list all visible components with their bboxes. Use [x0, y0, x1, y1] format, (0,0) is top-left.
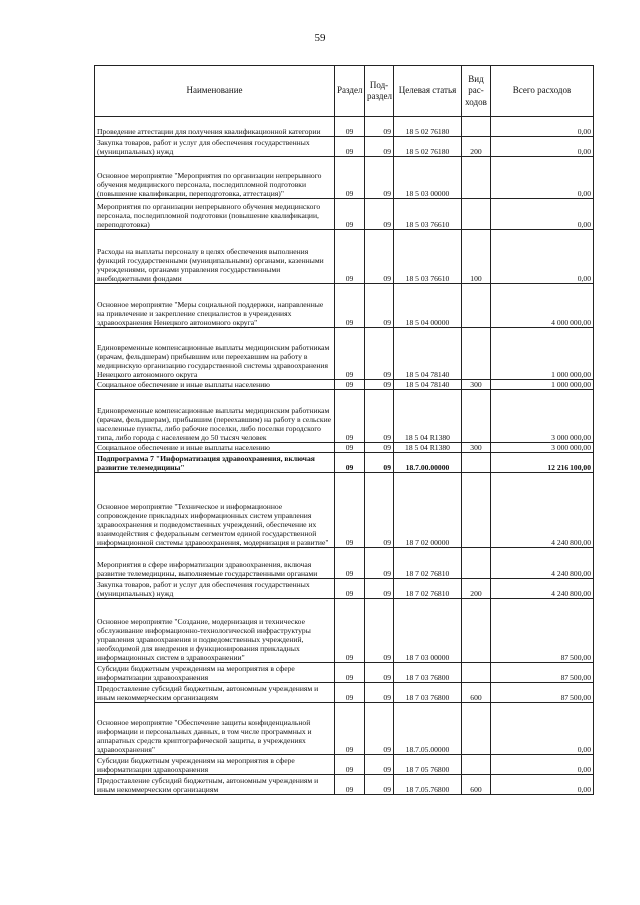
cell-target: 18 5 03 76610 — [394, 230, 462, 284]
cell-expense-type — [462, 548, 491, 579]
cell-total: 0,00 — [491, 775, 594, 795]
cell-subsection: 09 — [365, 199, 394, 230]
table-row — [95, 703, 594, 755]
cell-expense-type: 200 — [462, 579, 491, 599]
cell-target: 18 7 03 76800 — [394, 663, 462, 683]
cell-subsection: 09 — [365, 157, 394, 199]
cell-name: Основное мероприятие "Меры социальной поддержки, направленные на привлечение и закрепление специалистов в учреждениях здравоохранения Ненецкого автономного округа" — [95, 284, 335, 328]
cell-total: 4 240 800,00 — [491, 473, 594, 548]
cell-name: Закупка товаров, работ и услуг для обеспечения государственных (муниципальных) нужд — [95, 137, 335, 157]
cell-section: 09 — [335, 755, 365, 775]
table-row — [95, 683, 594, 703]
cell-expense-type — [462, 117, 491, 137]
cell-target: 18 7 05 76800 — [394, 755, 462, 775]
table-row — [95, 230, 594, 284]
table-row — [95, 548, 594, 579]
cell-target: 18.7.00.00000 — [394, 453, 462, 473]
cell-section: 09 — [335, 683, 365, 703]
cell-total: 3 000 000,00 — [491, 443, 594, 453]
cell-subsection: 09 — [365, 284, 394, 328]
cell-section: 09 — [335, 473, 365, 548]
cell-name: Проведение аттестации для получения квалификационной категории — [95, 117, 335, 137]
cell-subsection: 09 — [365, 230, 394, 284]
cell-total: 4 240 800,00 — [491, 579, 594, 599]
cell-expense-type: 600 — [462, 775, 491, 795]
cell-target: 18 7 02 76810 — [394, 548, 462, 579]
cell-subsection: 09 — [365, 137, 394, 157]
cell-expense-type — [462, 703, 491, 755]
cell-name: Основное мероприятие "Обеспечение защиты конфиденциальной информации и персональных данных, в том числе программных и аппаратных средств криптографической защиты, в учреждениях здравоохранения" — [95, 703, 335, 755]
cell-name: Предоставление субсидий бюджетным, автономным учреждениям и иным некоммерческим организациям — [95, 683, 335, 703]
cell-section: 09 — [335, 703, 365, 755]
cell-target: 18 7.05.76800 — [394, 775, 462, 795]
table-row — [95, 663, 594, 683]
cell-expense-type: 200 — [462, 137, 491, 157]
cell-section: 09 — [335, 453, 365, 473]
cell-name: Единовременные компенсационные выплаты медицинским работникам (врачам, фельдшерам) прибывшим или переехавшим на работу в медицинскую организацию государственной системы здравоохранения Ненецкого автономного округа — [95, 328, 335, 380]
header-name: Наименование — [95, 66, 335, 117]
cell-expense-type — [462, 453, 491, 473]
cell-total: 4 000 000,00 — [491, 284, 594, 328]
cell-expense-type: 600 — [462, 683, 491, 703]
cell-total: 4 240 800,00 — [491, 548, 594, 579]
cell-section: 09 — [335, 328, 365, 380]
cell-subsection: 09 — [365, 328, 394, 380]
cell-section: 09 — [335, 548, 365, 579]
cell-subsection: 09 — [365, 579, 394, 599]
cell-name: Основное мероприятие "Мероприятия по организации непрерывного обучения медицинского персонала, последипломной подготовки (повышение квалификации, переподготовка, аттестация)" — [95, 157, 335, 199]
header-total: Всего расходов — [491, 66, 594, 117]
cell-total: 1 000 000,00 — [491, 380, 594, 390]
cell-name: Предоставление субсидий бюджетным, автономным учреждениям и иным некоммерческим организациям — [95, 775, 335, 795]
cell-subsection: 09 — [365, 117, 394, 137]
cell-total: 0,00 — [491, 157, 594, 199]
cell-expense-type — [462, 755, 491, 775]
cell-subsection: 09 — [365, 380, 394, 390]
cell-total: 0,00 — [491, 755, 594, 775]
cell-total: 1 000 000,00 — [491, 328, 594, 380]
cell-section: 09 — [335, 663, 365, 683]
cell-total: 87 500,00 — [491, 663, 594, 683]
cell-target: 18 5 02 76180 — [394, 137, 462, 157]
cell-target: 18 5 03 00000 — [394, 157, 462, 199]
table-row — [95, 328, 594, 380]
cell-name: Мероприятия по организации непрерывного обучения медицинского персонала, последипломной подготовки (повышение квалификации, переподготовка) — [95, 199, 335, 230]
cell-target: 18 7 02 00000 — [394, 473, 462, 548]
header-subsection: Под-раздел — [365, 66, 394, 117]
cell-name: Мероприятия в сфере информатизации здравоохранения, включая развитие телемедицины, выполняемые государственными органами — [95, 548, 335, 579]
table-row — [95, 380, 594, 390]
table-row — [95, 137, 594, 157]
cell-subsection: 09 — [365, 599, 394, 663]
cell-expense-type — [462, 390, 491, 443]
cell-subsection: 09 — [365, 473, 394, 548]
cell-total: 0,00 — [491, 230, 594, 284]
cell-target: 18 5 04 00000 — [394, 284, 462, 328]
cell-section: 09 — [335, 443, 365, 453]
cell-subsection: 09 — [365, 755, 394, 775]
cell-expense-type — [462, 157, 491, 199]
cell-subsection: 09 — [365, 683, 394, 703]
cell-name: Социальное обеспечение и иные выплаты населению — [95, 443, 335, 453]
cell-name: Расходы на выплаты персоналу в целях обеспечения выполнения функций государственными (муниципальными) органами, казенными учреждениями, органами управления государственными внебюджетными фондами — [95, 230, 335, 284]
cell-total: 3 000 000,00 — [491, 390, 594, 443]
cell-target: 18 5 03 76610 — [394, 199, 462, 230]
cell-section: 09 — [335, 117, 365, 137]
cell-section: 09 — [335, 230, 365, 284]
cell-target: 18 5 04 R1380 — [394, 443, 462, 453]
table-row — [95, 284, 594, 328]
table-row — [95, 443, 594, 453]
cell-expense-type — [462, 663, 491, 683]
cell-section: 09 — [335, 390, 365, 443]
table-header-row — [95, 66, 594, 117]
cell-subsection: 09 — [365, 390, 394, 443]
table-row — [95, 117, 594, 137]
cell-target: 18 5 04 78140 — [394, 328, 462, 380]
cell-subsection: 09 — [365, 443, 394, 453]
cell-target: 18 7 03 00000 — [394, 599, 462, 663]
cell-subsection: 09 — [365, 548, 394, 579]
table-row — [95, 199, 594, 230]
cell-subsection: 09 — [365, 703, 394, 755]
cell-subsection: 09 — [365, 775, 394, 795]
cell-name: Субсидии бюджетным учреждениям на мероприятия в сфере информатизации здравоохранения — [95, 755, 335, 775]
cell-name: Субсидии бюджетным учреждениям на мероприятия в сфере информатизации здравоохранения — [95, 663, 335, 683]
cell-name: Основное мероприятие "Техническое и информационное сопровождение прикладных информационных систем управления здравоохранения и подведомственных учреждений, обеспечение их взаимодействия с федеральным сегментом единой государственной информационной системы здравоохранения, модернизация и развитие" — [95, 473, 335, 548]
cell-name: Подпрограмма 7 "Информатизация здравоохранения, включая развитие телемедицины" — [95, 453, 335, 473]
table-row — [95, 453, 594, 473]
cell-total: 0,00 — [491, 117, 594, 137]
cell-section: 09 — [335, 137, 365, 157]
cell-total: 0,00 — [491, 199, 594, 230]
cell-section: 09 — [335, 380, 365, 390]
cell-total: 87 500,00 — [491, 599, 594, 663]
cell-name: Социальное обеспечение и иные выплаты населению — [95, 380, 335, 390]
cell-expense-type — [462, 328, 491, 380]
cell-expense-type: 300 — [462, 443, 491, 453]
table-row — [95, 755, 594, 775]
header-section: Раздел — [335, 66, 365, 117]
cell-expense-type: 300 — [462, 380, 491, 390]
table-row — [95, 775, 594, 795]
header-target: Целевая статья — [394, 66, 462, 117]
cell-expense-type — [462, 284, 491, 328]
cell-expense-type: 100 — [462, 230, 491, 284]
cell-total: 12 216 100,00 — [491, 453, 594, 473]
budget-table — [94, 65, 594, 795]
cell-section: 09 — [335, 157, 365, 199]
table-row — [95, 390, 594, 443]
cell-section: 09 — [335, 579, 365, 599]
cell-expense-type — [462, 599, 491, 663]
cell-name: Основное мероприятие "Создание, модернизация и техническое обслуживание информационно-технологической инфраструктуры управления здравоохранения и подведомственных учреждений, необходимой для внедрения и функционирования прикладных информационных систем в здравоохранении" — [95, 599, 335, 663]
header-expense-type: Вид рас-ходов — [462, 66, 491, 117]
cell-section: 09 — [335, 599, 365, 663]
table-row — [95, 579, 594, 599]
cell-total: 0,00 — [491, 137, 594, 157]
cell-section: 09 — [335, 284, 365, 328]
page-number: 59 — [314, 32, 326, 44]
cell-subsection: 09 — [365, 453, 394, 473]
cell-expense-type — [462, 199, 491, 230]
cell-target: 18 5 04 R1380 — [394, 390, 462, 443]
cell-section: 09 — [335, 199, 365, 230]
cell-target: 18 7 02 76810 — [394, 579, 462, 599]
cell-name: Закупка товаров, работ и услуг для обеспечения государственных (муниципальных) нужд — [95, 579, 335, 599]
cell-total: 87 500,00 — [491, 683, 594, 703]
cell-target: 18.7.05.00000 — [394, 703, 462, 755]
cell-total: 0,00 — [491, 703, 594, 755]
cell-target: 18 5 02 76180 — [394, 117, 462, 137]
table-row — [95, 157, 594, 199]
cell-subsection: 09 — [365, 663, 394, 683]
cell-section: 09 — [335, 775, 365, 795]
table-row — [95, 599, 594, 663]
cell-target: 18 5 04 78140 — [394, 380, 462, 390]
cell-target: 18 7 03 76800 — [394, 683, 462, 703]
table-row — [95, 473, 594, 548]
cell-expense-type — [462, 473, 491, 548]
cell-name: Единовременные компенсационные выплаты медицинским работникам (врачам, фельдшерам), прибывшим (переехавшим) на работу в сельские населенные пункты, либо рабочие поселки, либо поселки городского типа, либо города с населением до 50 тысяч человек — [95, 390, 335, 443]
